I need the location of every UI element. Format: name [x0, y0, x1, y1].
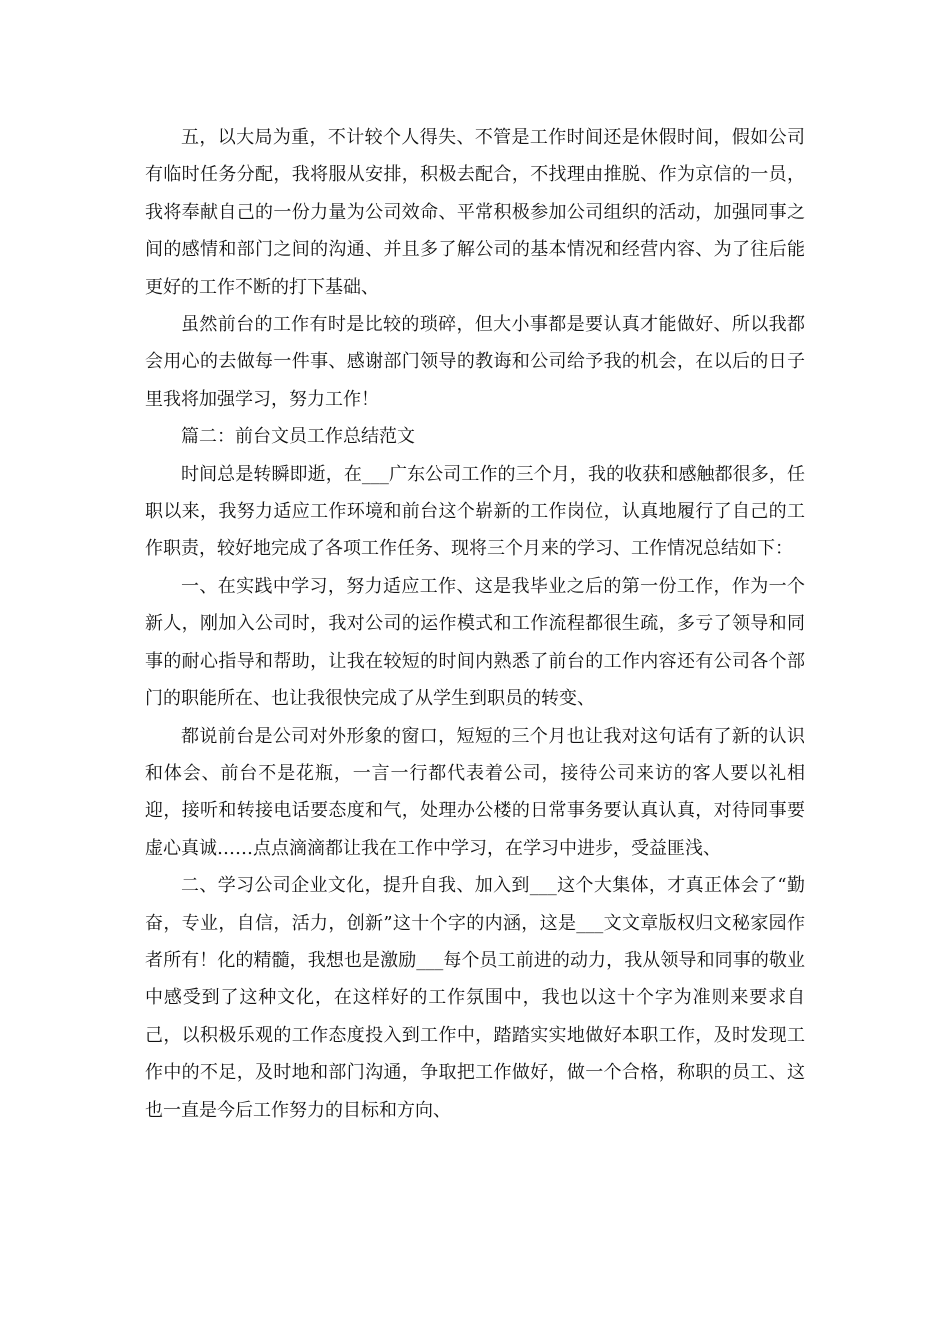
- section-title: 篇二：前台文员工作总结范文: [181, 426, 415, 448]
- paragraph-corporate-culture: 二、学习公司企业文化，提升自我、加入到___这个大集体，才真正体会了“勤奋，专业，自信，活力，创新”这十个字的内涵，这是___文文章版权归文秘家园作者所有！化的精髓，我想也是激励___每个员工前进的动力，我从领导和同事的敬业中感受到了这种文化，在这样好的工作氛围中，我也以这十个字为准则来要求自己，以积极乐观的工作态度投入到工作中，踏踏实实地做好本职工作，及时发现工作中的不足，及时地和部门沟通，争取把工作做好，做一个合格，称职的员工、这也一直是今后工作努力的目标和方向、: [145, 875, 805, 1121]
- paragraph-intro: 时间总是转瞬即逝，在___广东公司工作的三个月，我的收获和感触都很多，任职以来，我努力适应工作环境和前台这个崭新的工作岗位，认真地履行了自己的工作职责，较好地完成了各项工作任务、现将三个月来的学习、工作情况总结如下：: [145, 463, 805, 560]
- paragraph-company-image: 都说前台是公司对外形象的窗口，短短的三个月也让我对这句话有了新的认识和体会、前台不是花瓶，一言一行都代表着公司，接待公司来访的客人要以礼相迎，接听和转接电话要态度和气，处理办公楼的日常事务要认真认真，对待同事要虚心真诚……点点滴滴都让我在工作中学习，在学习中进步，受益匪浅、: [145, 725, 805, 859]
- paragraph-five-overall-situation: 五，以大局为重，不计较个人得失、不管是工作时间还是休假时间，假如公司有临时任务分配，我将服从安排，积极去配合，不找理由推脱、作为京信的一员，我将奉献自己的一份力量为公司效命、平常积极参加公司组织的活动，加强同事之间的感情和部门之间的沟通、并且多了解公司的基本情况和经营内容、为了往后能更好的工作不断的打下基础、: [145, 127, 805, 298]
- paragraph-learning-in-practice: 一、在实践中学习，努力适应工作、这是我毕业之后的第一份工作，作为一个新人，刚加入公司时，我对公司的运作模式和工作流程都很生疏，多亏了领导和同事的耐心指导和帮助，让我在较短的时间内熟悉了前台的工作内容还有公司各个部门的职能所在、也让我很快完成了从学生到职员的转变、: [145, 575, 805, 710]
- paragraph-front-desk-closing: 虽然前台的工作有时是比较的琐碎，但大小事都是要认真才能做好、所以我都会用心的去做每一件事、感谢部门领导的教诲和公司给予我的机会，在以后的日子里我将加强学习，努力工作！: [145, 314, 805, 410]
- document-page: [145, 119, 805, 1129]
